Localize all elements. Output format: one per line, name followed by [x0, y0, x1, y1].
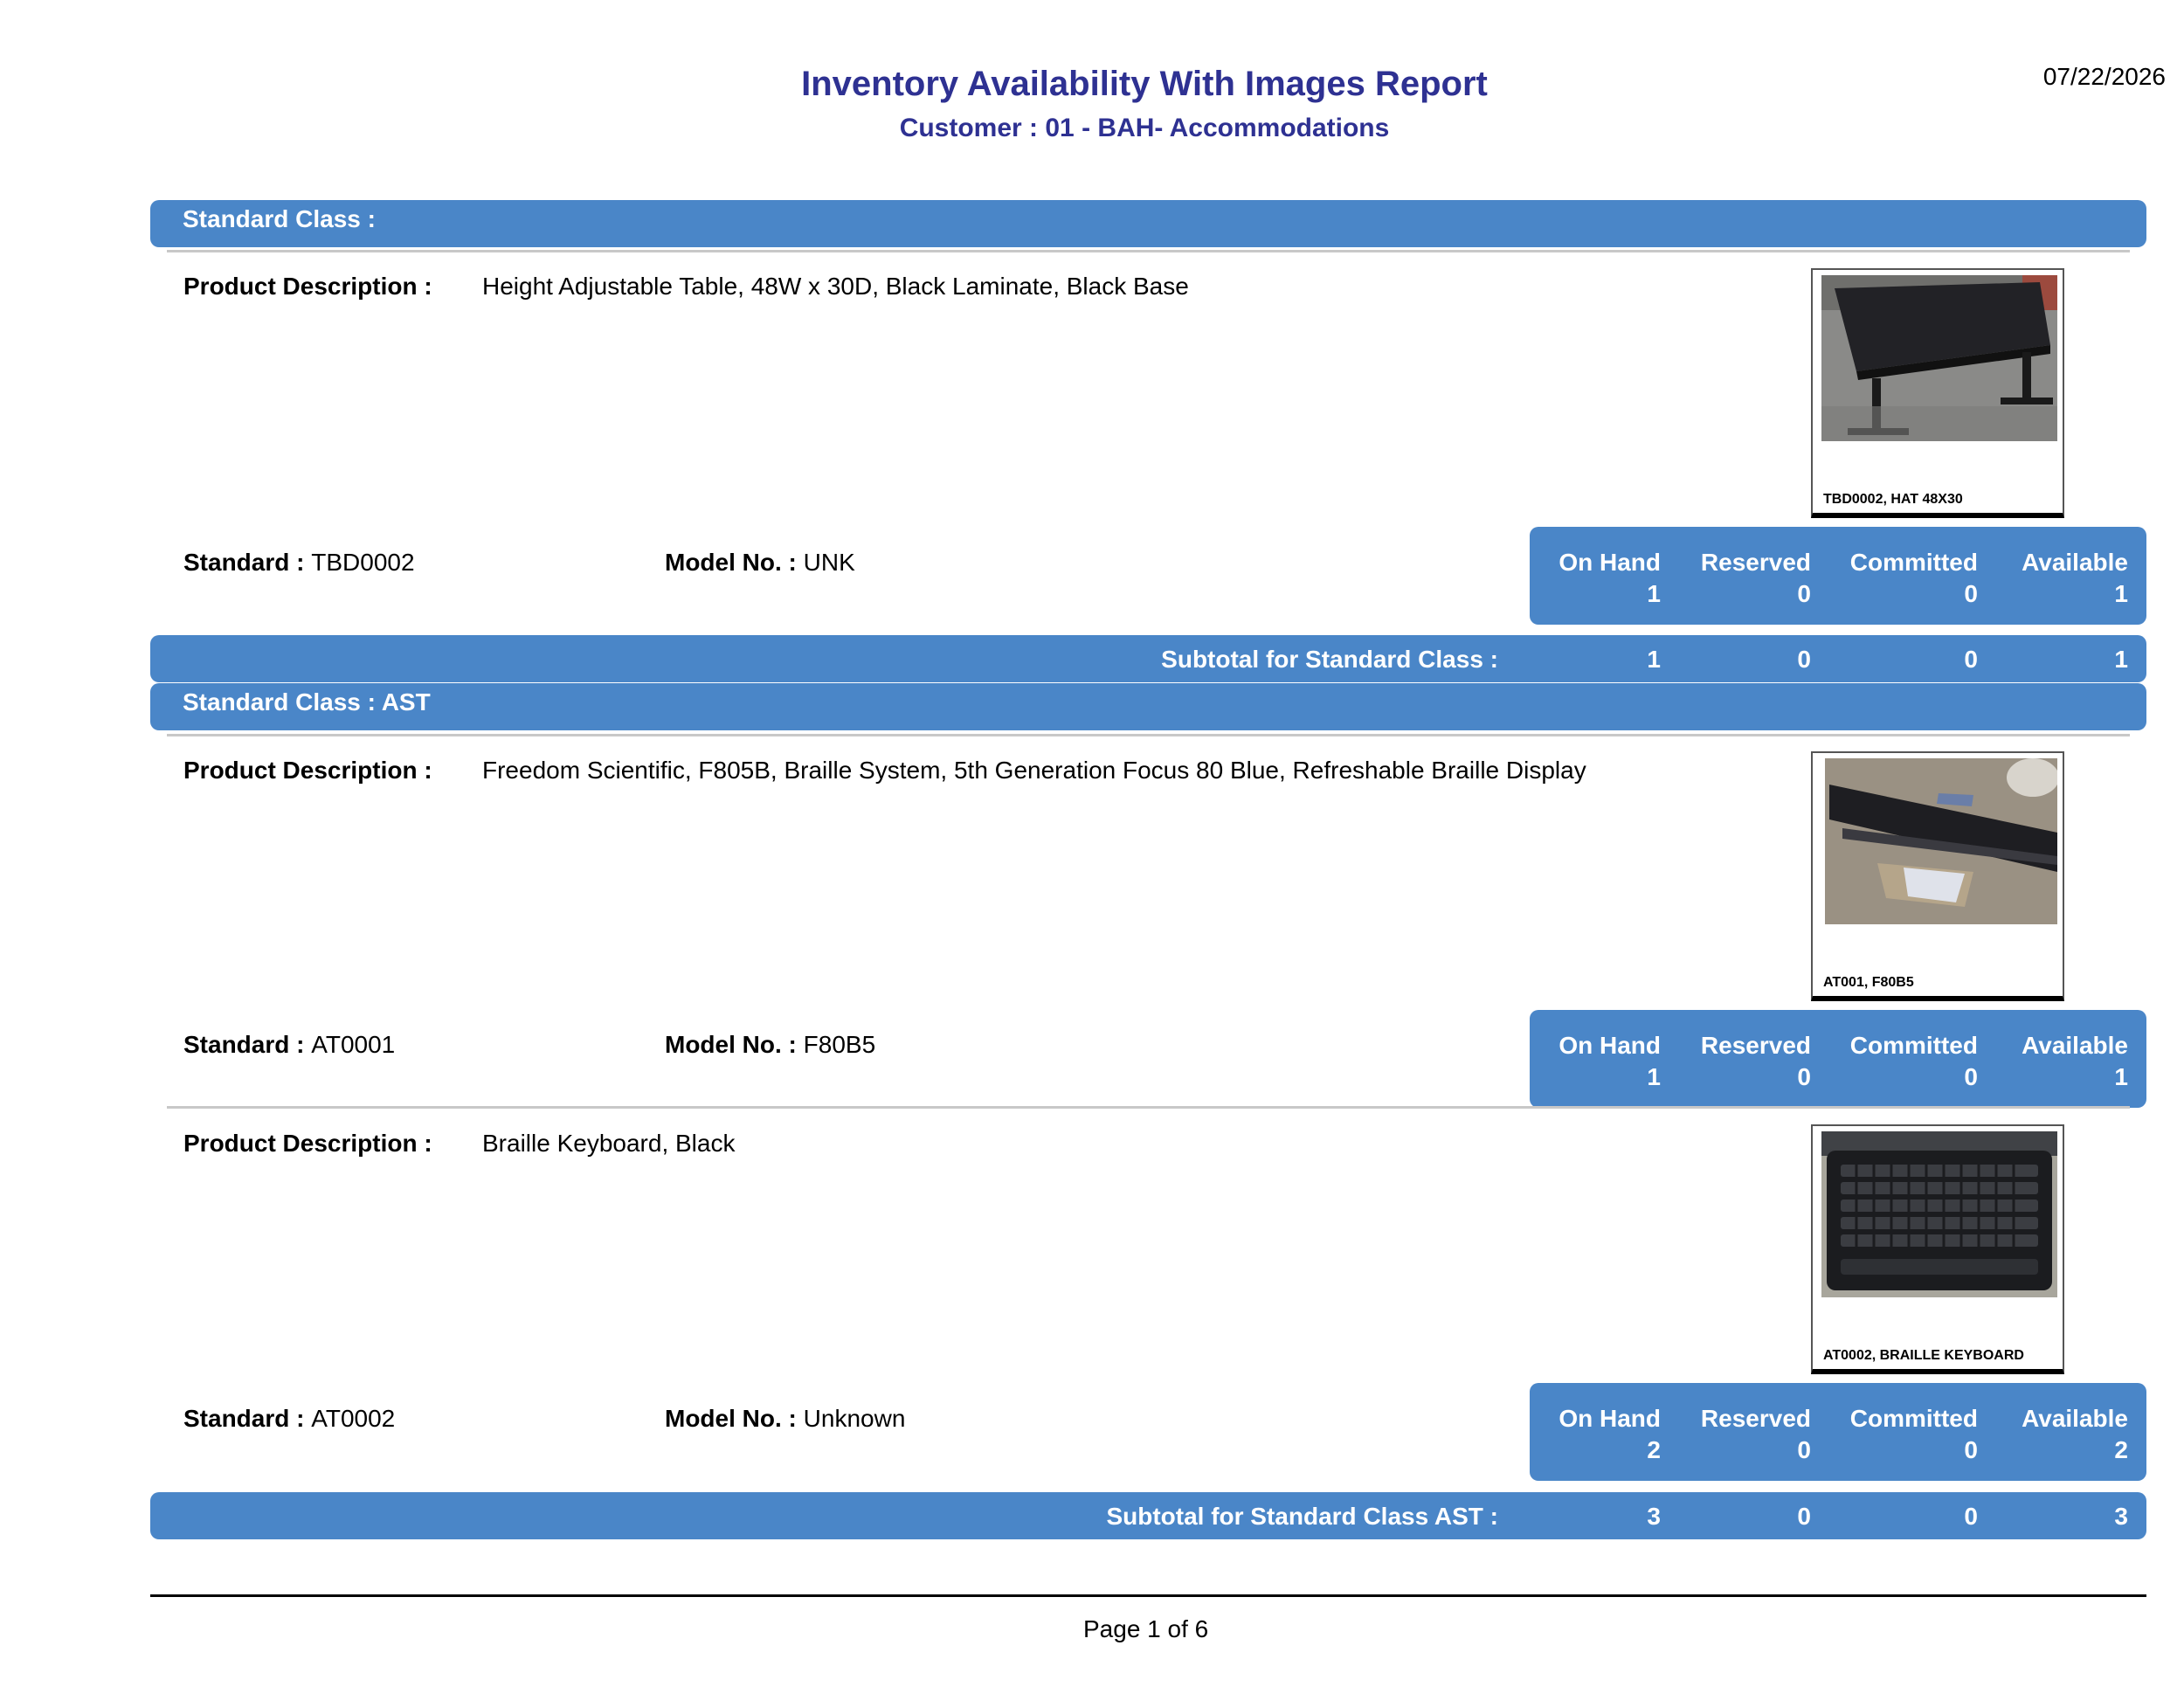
model-value: UNK: [803, 549, 855, 576]
product-description-value: Height Adjustable Table, 48W x 30D, Black Laminate, Black Base: [482, 273, 1189, 300]
report-customer: Customer : 01 - BAH- Accommodations: [899, 114, 1390, 142]
image-caption: AT001, F80B5: [1823, 975, 1914, 990]
stock-panel: [1530, 1383, 2146, 1481]
image-caption: TBD0002, HAT 48X30: [1823, 492, 1963, 507]
product-image: [1811, 751, 2064, 1001]
class-header-label: Standard Class : AST: [183, 688, 431, 716]
reserved-header: Reserved: [1700, 1032, 1811, 1059]
reserved-value: 0: [1797, 580, 1811, 607]
footer-divider: [150, 1594, 2146, 1597]
model-value: Unknown: [803, 1405, 906, 1432]
available-value: 2: [2114, 1436, 2128, 1463]
on-hand-value: 1: [1647, 1063, 1661, 1090]
model-label-text: Model No. :: [665, 549, 797, 576]
on-hand-header: On Hand: [1559, 1032, 1661, 1059]
available-header: Available: [2022, 1405, 2128, 1432]
on-hand-value: 1: [1647, 580, 1661, 607]
model-label: [665, 1405, 905, 1433]
subtotal-committed: 0: [1964, 1503, 1978, 1530]
standard-value: AT0001: [311, 1031, 396, 1058]
reserved-value: 0: [1797, 1063, 1811, 1090]
committed-header: Committed: [1849, 549, 1978, 576]
class-header-label: Standard Class :: [183, 205, 376, 232]
subtotal-reserved: 0: [1797, 646, 1811, 673]
subtotal-available: 3: [2114, 1503, 2128, 1530]
standard-label: [183, 549, 415, 577]
product-description-label: Product Description :: [183, 273, 432, 300]
model-label: [665, 1031, 875, 1059]
subtotal-label: Subtotal for Standard Class :: [1161, 646, 1498, 673]
committed-header: Committed: [1849, 1405, 1978, 1432]
model-label-text: Model No. :: [665, 1031, 797, 1058]
committed-value: 0: [1964, 1436, 1978, 1463]
product-description-value: Freedom Scientific, F805B, Braille System, 5th Generation Focus 80 Blue, Refreshable Braille Display: [482, 757, 1586, 784]
stock-panel: [1530, 1010, 2146, 1108]
stock-panel: [1530, 527, 2146, 625]
subtotal-available: 1: [2114, 646, 2128, 673]
class-header-bar: [150, 683, 2146, 730]
model-value: F80B5: [803, 1031, 876, 1058]
image-caption: AT0002, BRAILLE KEYBOARD: [1823, 1348, 2024, 1363]
product-description-value: Braille Keyboard, Black: [482, 1130, 736, 1157]
on-hand-header: On Hand: [1559, 1405, 1661, 1432]
standard-label-text: Standard :: [183, 549, 305, 576]
reserved-value: 0: [1797, 1436, 1811, 1463]
subtotal-bar: [150, 1492, 2146, 1539]
subtotal-on-hand: 1: [1647, 646, 1661, 673]
standard-label-text: Standard :: [183, 1031, 305, 1058]
product-image: [1811, 1124, 2064, 1374]
divider: [167, 250, 2130, 252]
page-number: Page 1 of 6: [1083, 1615, 1209, 1642]
model-label-text: Model No. :: [665, 1405, 797, 1432]
committed-value: 0: [1964, 1063, 1978, 1090]
subtotal-bar: [150, 635, 2146, 682]
available-header: Available: [2022, 549, 2128, 576]
subtotal-label: Subtotal for Standard Class AST :: [1106, 1503, 1498, 1530]
reserved-header: Reserved: [1700, 549, 1811, 576]
divider: [167, 734, 2130, 736]
subtotal-on-hand: 3: [1647, 1503, 1661, 1530]
report-title: Inventory Availability With Images Report: [801, 65, 1488, 103]
braille-display-photo: [1825, 758, 2057, 924]
reserved-header: Reserved: [1700, 1405, 1811, 1432]
on-hand-value: 2: [1647, 1436, 1661, 1463]
standard-label: [183, 1405, 395, 1433]
committed-value: 0: [1964, 580, 1978, 607]
available-value: 1: [2114, 1063, 2128, 1090]
desk-photo: [1821, 275, 2057, 441]
subtotal-committed: 0: [1964, 646, 1978, 673]
braille-keyboard-photo: [1821, 1131, 2057, 1297]
available-value: 1: [2114, 580, 2128, 607]
standard-label: [183, 1031, 395, 1059]
standard-value: TBD0002: [311, 549, 415, 576]
report-date: 07/22/2026: [2042, 63, 2166, 90]
model-label: [665, 549, 855, 577]
product-image: [1811, 268, 2064, 518]
subtotal-reserved: 0: [1797, 1503, 1811, 1530]
on-hand-header: On Hand: [1559, 549, 1661, 576]
product-description-label: Product Description :: [183, 1130, 432, 1157]
divider: [167, 1106, 2130, 1109]
product-description-label: Product Description :: [183, 757, 432, 784]
available-header: Available: [2022, 1032, 2128, 1059]
standard-label-text: Standard :: [183, 1405, 305, 1432]
committed-header: Committed: [1849, 1032, 1978, 1059]
class-header-bar: [150, 200, 2146, 247]
standard-value: AT0002: [311, 1405, 396, 1432]
